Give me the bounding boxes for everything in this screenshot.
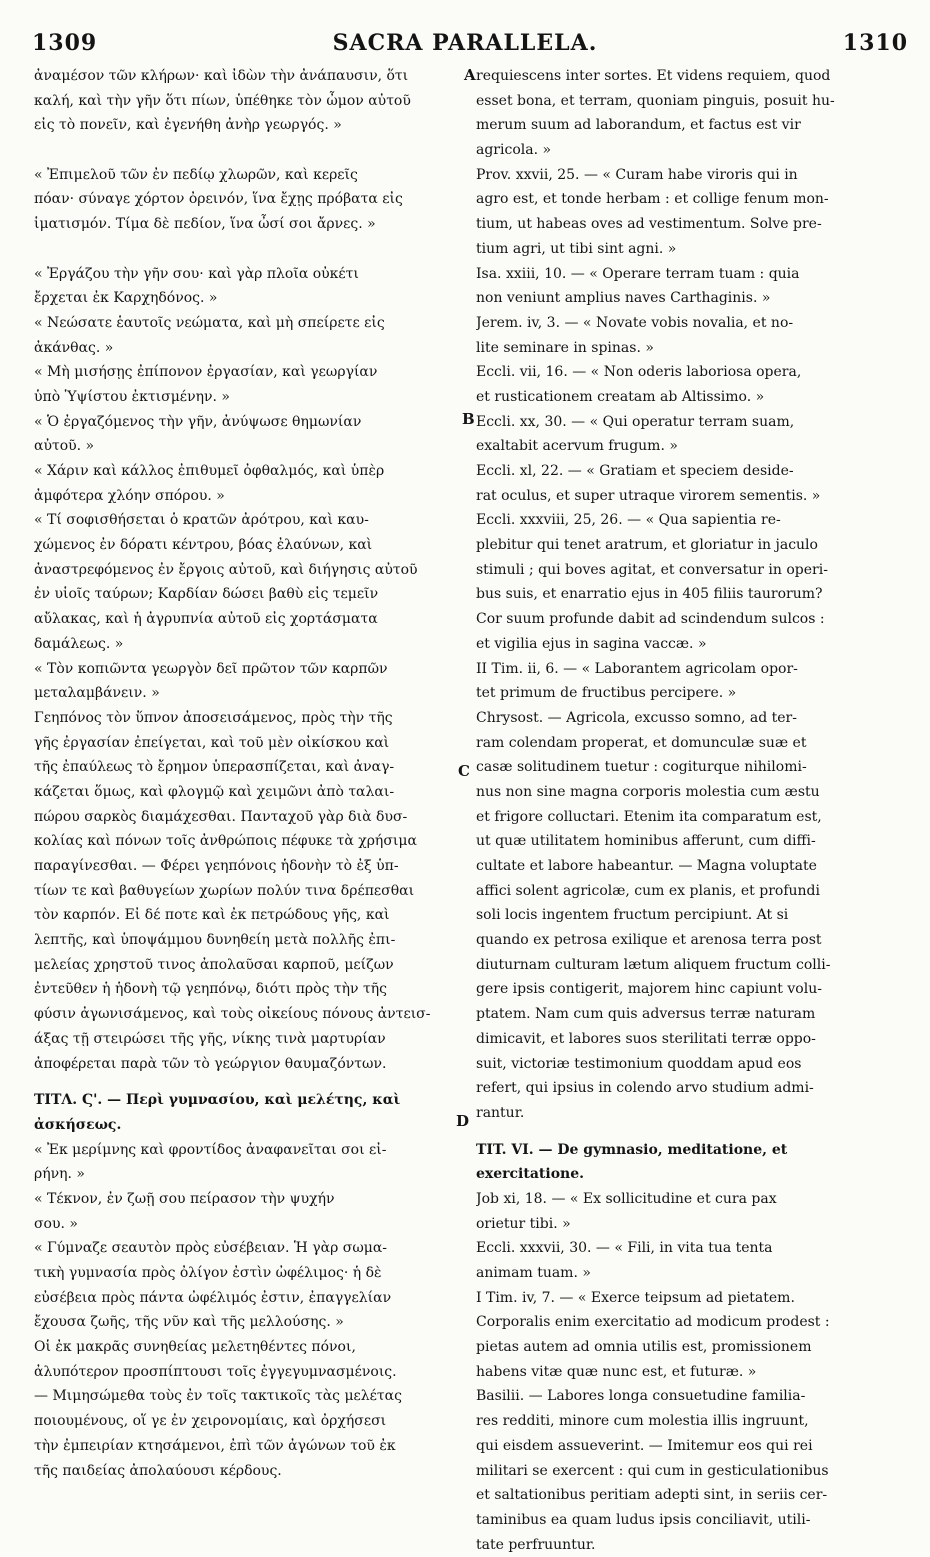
text-line: bus suis, et enarratio ejus in 405 filiis taurorum? bbox=[476, 586, 823, 603]
text-line: affici solent agricolæ, cum ex planis, et profundi bbox=[476, 882, 820, 899]
margin-letter-a: A bbox=[464, 66, 476, 84]
text-line: τῆς παιδείας ἀπολαύουσι κέρδους. bbox=[34, 1462, 282, 1479]
text-line: Corporalis enim exercitatio ad modicum prodest : bbox=[476, 1314, 830, 1331]
text-line: εὐσέβεια πρὸς πάντα ὠφέλιμός ἐστιν, ἐπαγγελίαν bbox=[34, 1289, 392, 1306]
text-line: « Τί σοφισθήσεται ὁ κρατῶν ἀρότρου, καὶ καυ- bbox=[34, 512, 369, 529]
text-line: παραγίνεσθαι. — Φέρει γεηπόνοις ἡδονὴν τὸ ἐξ ὑπ- bbox=[34, 858, 399, 874]
text-line: Eccli. xl, 22. — « Gratiam et speciem deside- bbox=[476, 463, 794, 479]
text-line: πόαν· σύναγε χόρτον ὀρεινόν, ἵνα ἔχῃς πρόβατα εἰς bbox=[34, 191, 403, 208]
text-line: Basilii. — Labores longa consuetudine familia- bbox=[476, 1388, 806, 1405]
text-line: esset bona, et terram, quoniam pinguis, posuit hu- bbox=[476, 92, 835, 109]
text-line: γῆς ἐργασίαν ἐπείγεται, καὶ τοῦ μὲν οἰκίσκου καὶ bbox=[34, 734, 390, 751]
title-line: TIT. VI. — De gymnasio, meditatione, et bbox=[476, 1141, 788, 1158]
text-line: ἀκάνθας. » bbox=[34, 339, 114, 356]
text-line: αὐτοῦ. » bbox=[34, 438, 95, 455]
text-line: ἔχουσα ζωῆς, τῆς νῦν καὶ τῆς μελλούσης. » bbox=[34, 1314, 344, 1331]
running-title: SACRA PARALLELA. bbox=[332, 30, 598, 56]
text-line: τὴν ἐμπειρίαν κτησάμενοι, ἐπὶ τῶν ἀγώνων τοῦ ἐκ bbox=[34, 1437, 396, 1454]
greek-text-block-1 bbox=[34, 64, 474, 1076]
text-line: diuturnam culturam lætum aliquem fructum colli- bbox=[476, 956, 831, 973]
text-line: cultate et labore habeantur. — Magna voluptate bbox=[476, 858, 817, 874]
text-line: Eccli. xxxviii, 25, 26. — « Qua sapientia re- bbox=[476, 512, 781, 529]
text-line: « Ὁ ἐργαζόμενος τὴν γῆν, ἀνύψωσε θημωνίαν bbox=[34, 413, 362, 430]
text-line: Job xi, 18. — « Ex sollicitudine et cura pax bbox=[476, 1190, 777, 1207]
text-line: « Τὸν κοπιῶντα γεωργὸν δεῖ πρῶτον τῶν καρπῶν bbox=[34, 660, 388, 677]
text-line: pietas autem ad omnia utilis est, promissionem bbox=[476, 1339, 812, 1356]
text-line: Γεηπόνος τὸν ὕπνον ἀποσεισάμενος, πρὸς τὴν τῆς bbox=[34, 709, 393, 726]
text-line: ἐν υἱοῖς ταύρων; Καρδίαν δώσει βαθὺ εἰς τεμεῖν bbox=[34, 586, 379, 603]
text-line: nus non sine magna corporis molestia cum æstu bbox=[476, 783, 820, 800]
text-line: Chrysost. — Agricola, excusso somno, ad ter- bbox=[476, 709, 797, 726]
text-line: ἀναστρεφόμενος ἐν ἔργοις αὐτοῦ, καὶ διήγησις αὐτοῦ bbox=[34, 561, 418, 578]
text-line: Eccli. xxxvii, 30. — « Fili, in vita tua tenta bbox=[476, 1240, 773, 1257]
text-line: quando ex petrosa exilique et arenosa terra post bbox=[476, 932, 822, 949]
text-line: taminibus ea quam ludus ipsis conciliavit, utili- bbox=[476, 1511, 811, 1528]
text-line: orietur tibi. » bbox=[476, 1215, 571, 1232]
text-line: non veniunt amplius naves Carthaginis. » bbox=[476, 290, 771, 307]
text-line bbox=[34, 138, 474, 163]
text-line: refert, qui ipsius in colendo arvo studium admi- bbox=[476, 1080, 814, 1097]
text-line: τῆς ἐπαύλεως τὸ ἔρημον ὑπερασπίζεται, καὶ ἀναγ- bbox=[34, 759, 395, 776]
text-line: qui eisdem assueverint. — Imitemur eos qui rei bbox=[476, 1437, 813, 1454]
text-line: animam tuam. » bbox=[476, 1265, 591, 1281]
page-number-left: 1309 bbox=[32, 30, 98, 56]
text-line: « Νεώσατε ἑαυτοῖς νεώματα, καὶ μὴ σπείρετε εἰς bbox=[34, 314, 385, 331]
text-line: Cor suum profunde dabit ad scindendum sulcos : bbox=[476, 611, 825, 628]
text-line: « Ἐκ μερίμνης καὶ φροντίδος ἀναφανεῖται σοι εἰ- bbox=[34, 1141, 387, 1158]
text-line: requiescens inter sortes. Et videns requiem, quod bbox=[476, 68, 831, 84]
text-line: et vigilia ejus in sagina vaccæ. » bbox=[476, 635, 707, 652]
text-line: rat oculus, et super utraque virorem sementis. » bbox=[476, 487, 821, 504]
text-line: ut quæ utilitatem hominibus afferunt, cum diffi- bbox=[476, 833, 816, 850]
text-line: gere ipsis contigerit, majorem hinc capiunt volu- bbox=[476, 981, 822, 998]
text-line: ποιουμένους, οἵ γε ἐν χειρονομίαις, καὶ ὀρχήσεσι bbox=[34, 1413, 387, 1430]
text-line: ἀποφέρεται παρὰ τῶν τὸ γεώργιον θαυμαζόντων. bbox=[34, 1055, 387, 1072]
text-line: εἰς τὸ πονεῖν, καὶ ἐγενήθη ἀνὴρ γεωργός. » bbox=[34, 117, 342, 134]
text-line: Isa. xxiii, 10. — « Operare terram tuam : quia bbox=[476, 265, 800, 282]
title-line: ἀσκήσεως. bbox=[34, 1116, 122, 1133]
text-line: stimuli ; qui boves agitat, et conversatur in operi- bbox=[476, 561, 828, 578]
text-line: ἱματισμόν. Τίμα δὲ πεδίον, ἵνα ὦσί σοι ἄρνες. » bbox=[34, 216, 376, 233]
text-line: dimicavit, et labores suos sterilitati terræ oppo- bbox=[476, 1030, 816, 1047]
text-line: exaltabit acervum frugum. » bbox=[476, 438, 678, 455]
text-line: ρήνη. » bbox=[34, 1166, 85, 1183]
text-line: τὸν καρπόν. Εἰ δέ ποτε καὶ ἐκ πετρώδους γῆς, καὶ bbox=[34, 907, 390, 924]
text-line: ram colendam properat, et domunculæ suæ et bbox=[476, 734, 807, 751]
text-line: « Ἐργάζου τὴν γῆν σου· καὶ γὰρ πλοῖα οὐκέτι bbox=[34, 265, 359, 282]
text-line: agricola. » bbox=[476, 142, 552, 159]
text-line: Eccli. xx, 30. — « Qui operatur terram suam, bbox=[476, 413, 795, 430]
text-line: κάζεται ὅμως, καὶ φλογμῷ καὶ χειμῶνι ἀπὸ ταλαι- bbox=[34, 783, 395, 800]
text-line: tate perfruuntur. bbox=[476, 1536, 596, 1553]
text-line: soli locis ingentem fructum percipiunt. At si bbox=[476, 907, 789, 924]
text-line: τίων τε καὶ βαθυγείων χωρίων πολύν τινα δρέπεσθαι bbox=[34, 882, 415, 899]
text-line: et rusticationem creatam ab Altissimo. » bbox=[476, 388, 765, 405]
margin-letter-b: B bbox=[462, 410, 475, 428]
text-line: tium, ut habeas oves ad vestimentum. Solve pre- bbox=[476, 216, 822, 233]
title-line: exercitatione. bbox=[476, 1166, 585, 1183]
text-line: tium agri, ut tibi sint agni. » bbox=[476, 240, 677, 257]
text-line: « Χάριν καὶ κάλλος ἐπιθυμεῖ ὀφθαλμός, καὶ ὑπὲρ bbox=[34, 463, 385, 479]
text-line: λεπτῆς, καὶ ὑποψάμμου δυνηθείη μετὰ πολλῆς ἐπι- bbox=[34, 932, 396, 949]
text-line: καλή, καὶ τὴν γῆν ὅτι πίων, ὑπέθηκε τὸν ὦμον αὐτοῦ bbox=[34, 92, 411, 109]
text-line: μεταλαμβάνειν. » bbox=[34, 685, 160, 702]
text-line: φύσιν ἀγωνισάμενος, καὶ τοὺς οἰκείους πόνους ἀντεισ- bbox=[34, 1006, 431, 1023]
text-line: casæ solitudinem tuetur : cogiturque nihilomi- bbox=[476, 759, 807, 776]
margin-letter-d: D bbox=[456, 1112, 470, 1130]
text-line: ἀλυπότερον προσπίπτουσι τοῖς ἐγγεγυμνασμένοις. bbox=[34, 1363, 397, 1380]
latin-column bbox=[476, 64, 906, 1557]
text-line: tet primum de fructibus percipere. » bbox=[476, 685, 737, 702]
text-line: rantur. bbox=[476, 1104, 525, 1121]
text-line: πώρου σαρκὸς διαμάχεσθαι. Πανταχοῦ γὰρ διὰ δυσ- bbox=[34, 808, 408, 825]
margin-letter-c: C bbox=[458, 762, 470, 780]
text-line: Οἱ ἐκ μακρᾶς συνηθείας μελετηθέντες πόνοι, bbox=[34, 1339, 356, 1356]
text-line: άξας τῇ στειρώσει τῆς γῆς, νίκης τινὰ μαρτυρίαν bbox=[34, 1030, 386, 1047]
latin-title-vi bbox=[476, 1138, 906, 1187]
title-line: ΤΙΤΛ. Ϛ'. — Περὶ γυμνασίου, καὶ μελέτης, καὶ bbox=[34, 1092, 401, 1109]
text-line: « Ἐπιμελοῦ τῶν ἐν πεδίῳ χλωρῶν, καὶ κερεῖς bbox=[34, 166, 358, 183]
text-line: « Μὴ μισήσῃς ἐπίπονον ἐργασίαν, καὶ γεωργίαν bbox=[34, 364, 378, 381]
text-line: militari se exercent : qui cum in gesticulationibus bbox=[476, 1462, 829, 1479]
latin-text-block-1 bbox=[476, 64, 906, 1126]
text-line: κολίας καὶ πόνων τοῖς ἀνθρώποις πέφυκε τὰ χρήσιμα bbox=[34, 833, 417, 850]
text-line: ἔρχεται ἐκ Καρχηδόνος. » bbox=[34, 290, 218, 307]
text-line: agro est, et tonde herbam : et collige fenum mon- bbox=[476, 191, 829, 208]
text-line: δαμάλεως. » bbox=[34, 635, 124, 652]
text-line: res redditi, minore cum molestia illis ingruunt, bbox=[476, 1413, 809, 1430]
text-line: τικὴ γυμνασία πρὸς ὀλίγον ἐστὶν ὠφέλιμος· ἡ δὲ bbox=[34, 1265, 382, 1281]
text-line: ἐντεῦθεν ἡ ἡδονὴ τῷ γεηπόνῳ, διότι πρὸς τὴν τῆς bbox=[34, 981, 387, 998]
text-line: ὑπὸ Ὑψίστου ἐκτισμένην. » bbox=[34, 388, 230, 405]
greek-column bbox=[34, 64, 474, 1483]
text-line: plebitur qui tenet aratrum, et gloriatur in jaculo bbox=[476, 537, 818, 554]
latin-text-block-2 bbox=[476, 1187, 906, 1557]
text-line: ἀμφότερα χλόην σπόρου. » bbox=[34, 487, 225, 504]
text-line: I Tim. iv, 7. — « Exerce teipsum ad pietatem. bbox=[476, 1289, 795, 1306]
text-line: merum suum ad laborandum, et factus est vir bbox=[476, 117, 801, 134]
text-line: χώμενος ἐν δόρατι κέντρου, βόας ἐλαύνων, καὶ bbox=[34, 537, 373, 554]
page-header bbox=[0, 30, 930, 60]
page-number-right: 1310 bbox=[842, 30, 908, 56]
text-line: αὔλακας, καὶ ἡ ἀγρυπνία αὐτοῦ εἰς χορτάσματα bbox=[34, 611, 378, 628]
text-line: ἀναμέσον τῶν κλήρων· καὶ ἰδὼν τὴν ἀνάπαυσιν, ὅτι bbox=[34, 68, 409, 84]
text-line: σου. » bbox=[34, 1215, 78, 1232]
text-line: et frigore colluctari. Etenim ita comparatum est, bbox=[476, 808, 822, 825]
text-line: habens vitæ quæ nunc est, et futuræ. » bbox=[476, 1363, 757, 1380]
text-line: — Μιμησώμεθα τοὺς ἐν τοῖς τακτικοῖς τὰς μελέτας bbox=[34, 1388, 402, 1405]
text-line: Jerem. iv, 3. — « Novate vobis novalia, et no- bbox=[476, 314, 794, 331]
text-line: lite seminare in spinas. » bbox=[476, 339, 654, 356]
text-line: « Τέκνον, ἐν ζωῇ σου πείρασον τὴν ψυχήν bbox=[34, 1190, 335, 1207]
text-line: μελείας χρηστοῦ τινος ἀπολαῦσαι καρποῦ, μείζων bbox=[34, 956, 394, 973]
text-line: « Γύμναζε σεαυτὸν πρὸς εὐσέβειαν. Ἡ γὰρ σωμα- bbox=[34, 1240, 388, 1257]
text-line: II Tim. ii, 6. — « Laborantem agricolam opor- bbox=[476, 660, 798, 677]
text-line: Prov. xxvii, 25. — « Curam habe viroris qui in bbox=[476, 166, 798, 183]
text-line: ptatem. Nam cum quis adversus terræ naturam bbox=[476, 1006, 816, 1023]
text-line: et saltationibus peritiam adepti sint, in seriis cer- bbox=[476, 1487, 828, 1504]
greek-title-vi bbox=[34, 1088, 474, 1137]
text-line: suit, victoriæ testimonium quoddam apud eos bbox=[476, 1055, 802, 1072]
text-line bbox=[34, 237, 474, 262]
greek-text-block-2 bbox=[34, 1138, 474, 1484]
text-line: Eccli. vii, 16. — « Non oderis laboriosa opera, bbox=[476, 364, 802, 381]
